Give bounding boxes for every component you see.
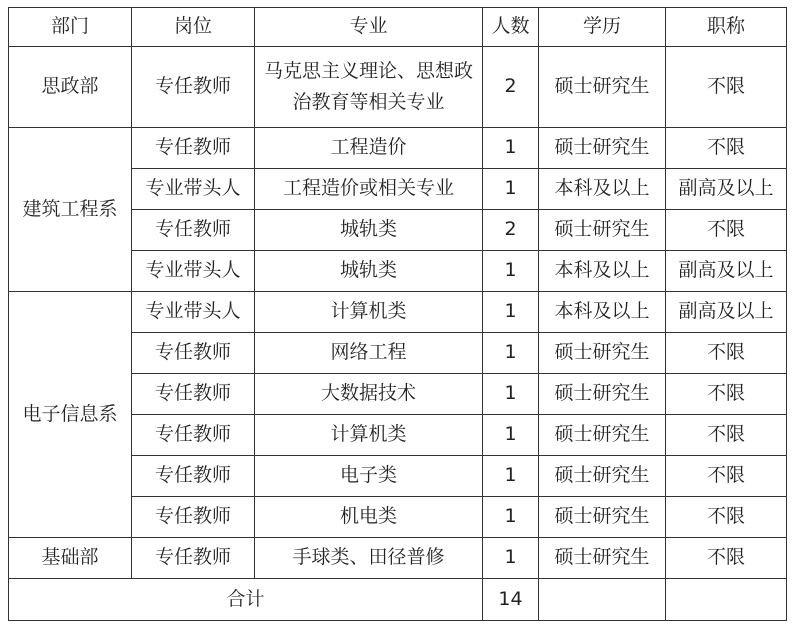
position-cell: 专任教师 <box>132 456 255 497</box>
education-cell: 本科及以上 <box>539 169 666 210</box>
position-cell: 专任教师 <box>132 210 255 251</box>
title-cell: 不限 <box>666 210 787 251</box>
header-cell-title: 职称 <box>666 8 787 47</box>
education-cell: 本科及以上 <box>539 292 666 333</box>
department-cell: 电子信息系 <box>9 292 132 538</box>
title-cell: 副高及以上 <box>666 169 787 210</box>
major-cell: 工程造价 <box>255 128 483 169</box>
total-education-cell <box>539 579 666 621</box>
header-cell-count: 人数 <box>483 8 539 47</box>
education-cell: 硕士研究生 <box>539 456 666 497</box>
recruitment-table <box>8 7 787 621</box>
department-cell: 思政部 <box>9 47 132 128</box>
major-cell: 计算机类 <box>255 415 483 456</box>
education-cell: 硕士研究生 <box>539 415 666 456</box>
position-cell: 专业带头人 <box>132 169 255 210</box>
title-cell: 不限 <box>666 497 787 538</box>
education-cell: 硕士研究生 <box>539 128 666 169</box>
count-cell: 1 <box>483 128 539 169</box>
total-label-cell: 合计 <box>9 579 483 621</box>
position-cell: 专任教师 <box>132 333 255 374</box>
title-cell: 不限 <box>666 128 787 169</box>
education-cell: 本科及以上 <box>539 251 666 292</box>
title-cell: 不限 <box>666 456 787 497</box>
education-cell: 硕士研究生 <box>539 333 666 374</box>
count-cell: 1 <box>483 292 539 333</box>
count-cell: 1 <box>483 374 539 415</box>
title-cell: 不限 <box>666 333 787 374</box>
major-cell: 大数据技术 <box>255 374 483 415</box>
major-cell: 网络工程 <box>255 333 483 374</box>
table-body <box>9 8 787 621</box>
table-row <box>9 538 787 579</box>
table-row <box>9 47 787 128</box>
department-cell: 建筑工程系 <box>9 128 132 292</box>
major-cell: 计算机类 <box>255 292 483 333</box>
count-cell: 1 <box>483 415 539 456</box>
header-cell-education: 学历 <box>539 8 666 47</box>
total-count-cell: 14 <box>483 579 539 621</box>
title-cell: 不限 <box>666 415 787 456</box>
position-cell: 专任教师 <box>132 47 255 128</box>
title-cell: 副高及以上 <box>666 292 787 333</box>
total-row <box>9 579 787 621</box>
position-cell: 专任教师 <box>132 538 255 579</box>
major-cell: 电子类 <box>255 456 483 497</box>
education-cell: 硕士研究生 <box>539 210 666 251</box>
title-cell: 不限 <box>666 47 787 128</box>
count-cell: 1 <box>483 333 539 374</box>
header-row <box>9 8 787 47</box>
total-title-cell <box>666 579 787 621</box>
position-cell: 专业带头人 <box>132 251 255 292</box>
major-cell: 马克思主义理论、思想政治教育等相关专业 <box>255 47 483 128</box>
major-cell: 手球类、田径普修 <box>255 538 483 579</box>
count-cell: 2 <box>483 47 539 128</box>
position-cell: 专任教师 <box>132 415 255 456</box>
education-cell: 硕士研究生 <box>539 538 666 579</box>
count-cell: 1 <box>483 456 539 497</box>
count-cell: 1 <box>483 538 539 579</box>
title-cell: 不限 <box>666 538 787 579</box>
header-cell-major: 专业 <box>255 8 483 47</box>
education-cell: 硕士研究生 <box>539 497 666 538</box>
position-cell: 专任教师 <box>132 374 255 415</box>
major-cell: 城轨类 <box>255 210 483 251</box>
position-cell: 专任教师 <box>132 497 255 538</box>
table-row <box>9 292 787 333</box>
title-cell: 不限 <box>666 374 787 415</box>
major-cell: 城轨类 <box>255 251 483 292</box>
count-cell: 1 <box>483 497 539 538</box>
count-cell: 1 <box>483 169 539 210</box>
table-row <box>9 128 787 169</box>
table-wrapper <box>8 7 787 621</box>
header-cell-position: 岗位 <box>132 8 255 47</box>
position-cell: 专任教师 <box>132 128 255 169</box>
education-cell: 硕士研究生 <box>539 47 666 128</box>
header-cell-department: 部门 <box>9 8 132 47</box>
position-cell: 专业带头人 <box>132 292 255 333</box>
title-cell: 副高及以上 <box>666 251 787 292</box>
count-cell: 2 <box>483 210 539 251</box>
major-cell: 工程造价或相关专业 <box>255 169 483 210</box>
education-cell: 硕士研究生 <box>539 374 666 415</box>
count-cell: 1 <box>483 251 539 292</box>
department-cell: 基础部 <box>9 538 132 579</box>
major-cell: 机电类 <box>255 497 483 538</box>
